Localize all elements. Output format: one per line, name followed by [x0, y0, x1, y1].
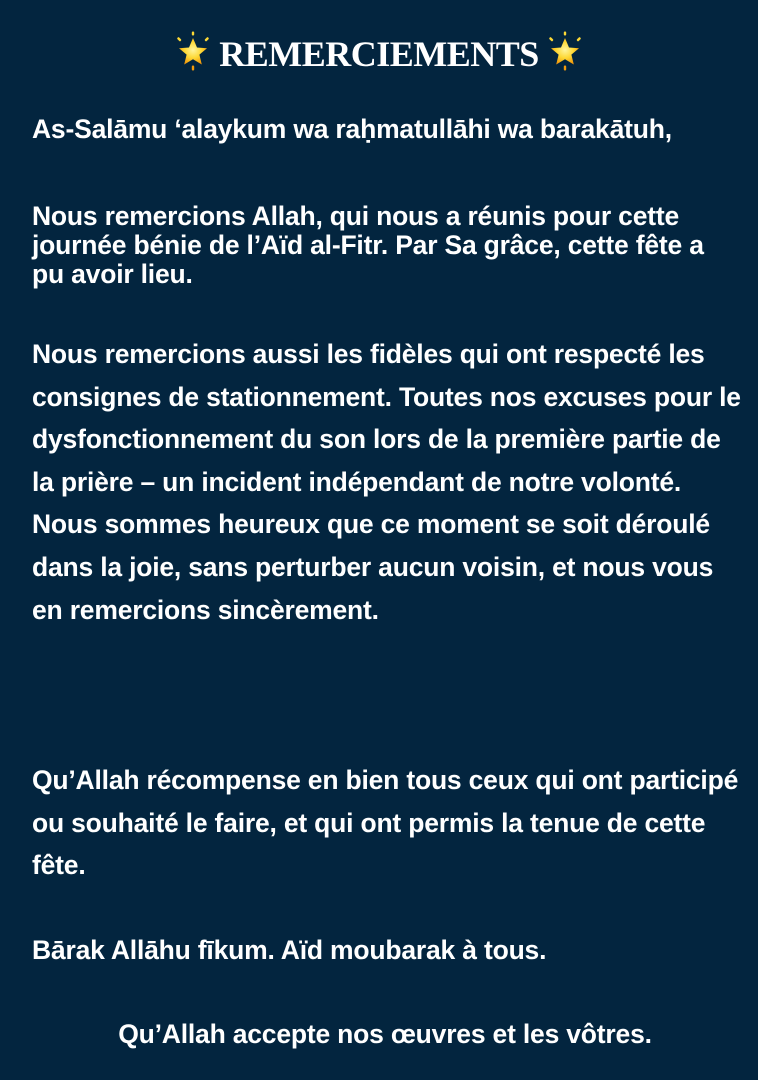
closing-line: Qu’Allah accepte nos œuvres et les vôtres. [118, 1019, 652, 1049]
thanks-faithful-paragraph: Nous remercions aussi les fidèles qui ont respecté les consignes de stationnement. Toutes nos excuses pour le dysfonctionnement du son lors de la première partie de la prière – un incident indépendant de notre volonté. Nous sommes heureux que ce moment se soit déroulé dans la joie, sans perturber aucun voisin, et nous vous en remercions sincèrement. [32, 339, 741, 625]
page-title [0, 26, 758, 78]
greeting-paragraph: As-Salāmu ‘alaykum wa raḥmatullāhi wa barakātuh, [32, 114, 672, 144]
reward-paragraph: Qu’Allah récompense en bien tous ceux qui ont participé ou souhaité le faire, et qui ont permis la tenue de cette fête. [32, 765, 739, 881]
title-text: REMERCIEMENTS [219, 33, 539, 74]
glowing-star-icon [545, 31, 585, 71]
glowing-star-icon [173, 31, 213, 71]
blessing-paragraph: Bārak Allāhu fīkum. Aïd moubarak à tous. [32, 935, 547, 965]
thanks-allah-paragraph: Nous remercions Allah, qui nous a réunis pour cette journée bénie de l’Aïd al-Fitr. Par Sa grâce, cette fête a pu avoir lieu. [32, 201, 704, 289]
